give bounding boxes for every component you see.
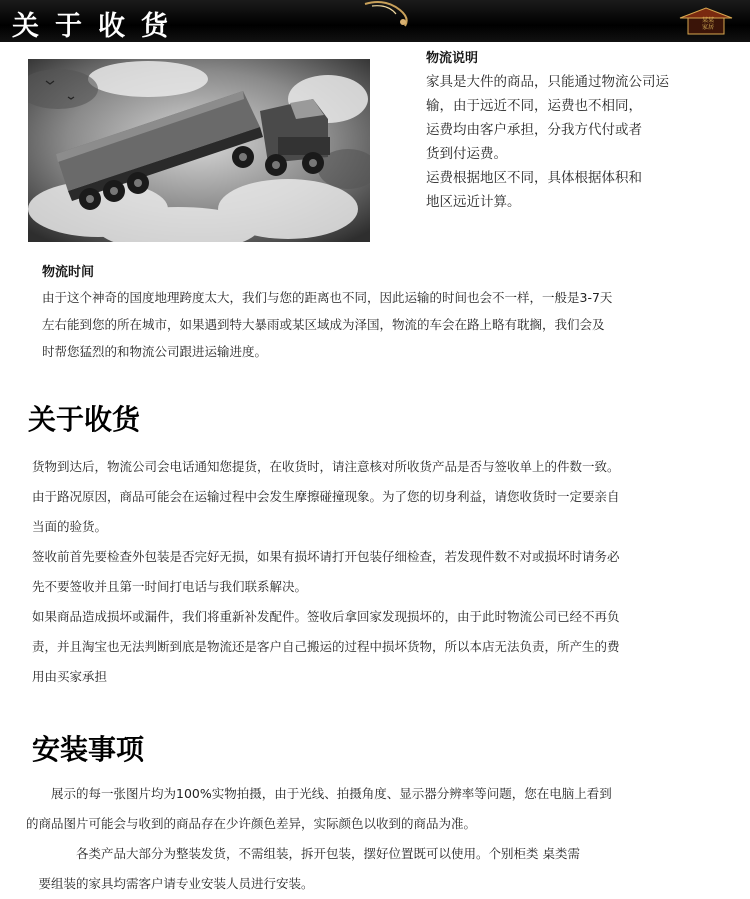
receiving-line: 如果商品造成损坏或漏件，我们将重新补发配件。签收后拿回家发现损坏的，由于此时物流公司已经不再负: [32, 609, 620, 624]
receiving-line: 当面的验货。: [32, 519, 108, 534]
receiving-line: 先不要签收并且第一时间打电话与我们联系解决。: [32, 579, 308, 594]
logo-text: 某某 家居: [701, 17, 714, 31]
receiving-line: 责，并且淘宝也无法判断到底是物流还是客户自己搬运的过程中损坏货物，所以本店无法负责，所产生的费: [32, 639, 620, 654]
installation-line: 的商品图片可能会与收到的商品存在少许颜色差异，实际颜色以收到的商品为准。: [26, 816, 477, 831]
installation-line: 展示的每一张图片均为100%实物拍摄，由于光线、拍摄角度、显示器分辨率等问题，您在电脑上看到: [26, 786, 612, 801]
header-banner: [0, 0, 750, 42]
receiving-line: 用由买家承担: [32, 669, 108, 684]
installation-line: 各类产品大部分为整装发货，不需组装，拆开包装，摆好位置既可以使用。个别柜类 桌类需: [26, 846, 580, 861]
receiving-body: [32, 452, 732, 692]
receiving-line: 货物到达后，物流公司会电话通知您提货，在收货时，请注意核对所收货产品是否与签收单上的件数一致。: [32, 459, 620, 474]
receiving-line: 由于路况原因，商品可能会在运输过程中会发生摩擦碰撞现象。为了您的切身利益，请您收货时一定要亲自: [32, 489, 620, 504]
banner-title: 关于收货: [12, 11, 184, 42]
logistics-note-line: 输，由于远近不同，运费也不相同，: [426, 98, 642, 114]
logistics-note-line: 运费根据地区不同，具体根据体积和: [426, 170, 642, 186]
logistics-note-line: 地区远近计算。: [426, 194, 521, 210]
logistics-time-line: 由于这个神奇的国度地理跨度太大，我们与您的距离也不同，因此运输的时间也会不一样，一般是3-7天: [42, 290, 613, 305]
logistics-time-line: 时帮您猛烈的和物流公司跟进运输进度。: [42, 344, 268, 359]
logistics-note-line: 运费均由客户承担，分我方代付或者: [426, 122, 642, 138]
truck-photo: [28, 59, 370, 242]
logistics-note-heading: 物流说明: [426, 51, 479, 66]
logistics-time-line: 左右能到您的所在城市，如果遇到特大暴雨或某区域成为泽国，物流的车会在路上略有耽搁，我们会及: [42, 317, 605, 332]
installation-heading: 安装事项: [32, 733, 145, 766]
shop-logo: [678, 6, 734, 36]
receiving-line: 签收前首先要检查外包装是否完好无损，如果有损坏请打开包装仔细检查，若发现件数不对或损坏时请务必: [32, 549, 620, 564]
logistics-note-line: 家具是大件的商品，只能通过物流公司运: [426, 74, 669, 90]
installation-line: 要组装的家具均需客户请专业安装人员进行安装。: [26, 876, 314, 891]
logistics-time: [42, 262, 732, 365]
receiving-heading: 关于收货: [28, 403, 141, 436]
installation-body: [26, 779, 736, 899]
decorative-swirl-icon: [360, 0, 420, 30]
logistics-note-line: 货到付运费。: [426, 146, 507, 162]
logistics-note: [426, 46, 726, 214]
logistics-time-heading: 物流时间: [42, 265, 95, 280]
